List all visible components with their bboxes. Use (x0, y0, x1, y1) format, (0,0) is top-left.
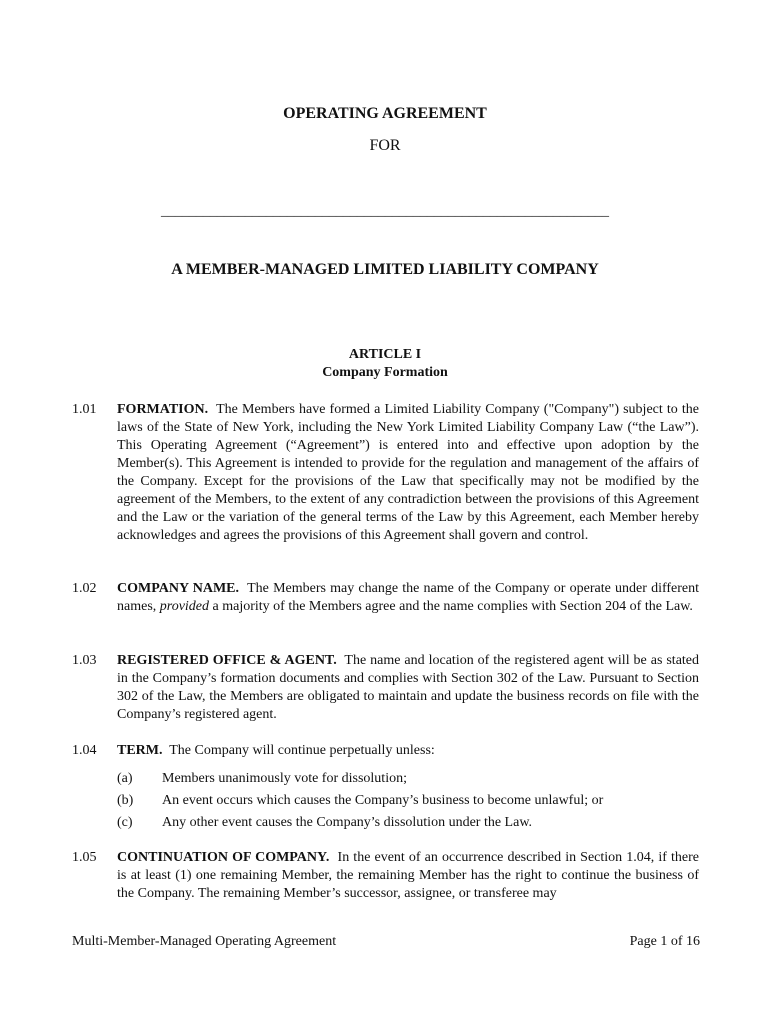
list-item (117, 814, 699, 836)
section-text: The Members may change the name of the Company or operate under different names, (117, 581, 700, 614)
section-body (117, 742, 699, 760)
section-number: 1.02 (72, 581, 97, 596)
term-conditions-list (117, 770, 699, 836)
section-1-01 (72, 401, 699, 545)
section-heading: CONTINUATION OF COMPANY. (117, 850, 330, 865)
list-item-text: Members unanimously vote for dissolution; (162, 771, 407, 786)
section-1-03 (72, 652, 699, 724)
company-name-blank-line: ________________________________________________________________ (161, 204, 609, 219)
footer-document-name: Multi-Member-Managed Operating Agreement (72, 934, 337, 949)
section-body (117, 849, 699, 903)
list-item-label: (b) (117, 793, 134, 808)
section-heading: FORMATION. (117, 402, 209, 417)
list-item-label: (c) (117, 815, 133, 830)
section-body (117, 401, 699, 545)
section-text-italic: provided (159, 599, 210, 614)
section-text: a majority of the Members agree and the name complies with Section 204 of the Law. (212, 599, 693, 614)
section-1-04 (72, 742, 699, 836)
article-number: ARTICLE I (348, 347, 422, 362)
list-item (117, 792, 699, 814)
section-1-02 (72, 580, 699, 616)
section-number: 1.04 (72, 743, 97, 758)
section-heading: TERM. (117, 743, 163, 758)
section-number: 1.03 (72, 653, 97, 668)
list-item-label: (a) (117, 771, 133, 786)
article-name: Company Formation (322, 365, 448, 380)
section-body (117, 580, 699, 616)
list-item-text: Any other event causes the Company’s dissolution under the Law. (162, 815, 533, 830)
section-1-05 (72, 849, 699, 903)
section-text: The Company will continue perpetually unless: (169, 743, 435, 758)
document-subtitle: A MEMBER-MANAGED LIMITED LIABILITY COMPANY (171, 261, 599, 278)
section-text: The name and location of the registered agent will be as stated in the Company’s formation documents and complies with Section 302 of the Law. Pursuant to Section 302 of the Law, the Members are obligated to maintain and update the business records on file with the Company’s registered agent. (117, 653, 700, 722)
section-heading: COMPANY NAME. (117, 581, 239, 596)
article-heading (0, 346, 770, 382)
document-for-line: FOR (369, 137, 401, 154)
document-title: OPERATING AGREEMENT (283, 105, 487, 122)
section-number: 1.05 (72, 850, 97, 865)
section-heading: REGISTERED OFFICE & AGENT. (117, 653, 337, 668)
list-item-text: An event occurs which causes the Company’s business to become unlawful; or (162, 793, 604, 808)
section-body (117, 652, 699, 724)
list-item (117, 770, 699, 792)
footer-page-number: Page 1 of 16 (629, 934, 700, 949)
section-number: 1.01 (72, 402, 97, 417)
section-text: The Members have formed a Limited Liability Company ("Company") subject to the laws of the State of New York, including the New York Limited Liability Company Law (“the Law”). This Operating Agreement (“Agreement”) is entered into and effective upon adoption by the Member(s). This Agreement is intended to provide for the regulation and management of the affairs of the Company. Except for the provisions of the Law that specifically may not be modified by the agreement of the Members, to the extent of any contradiction between the provisions of this Agreement and the Law or the variation of the general terms of the Law by this Agreement, each Member hereby acknowledges and agrees the provisions of this Agreement shall govern and control. (117, 402, 699, 543)
section-text: In the event of an occurrence described in Section 1.04, if there is at least (1) one remaining Member, the remaining Member has the right to continue the business of the Company. The remaining Member’s successor, assignee, or transferee may (117, 850, 699, 901)
